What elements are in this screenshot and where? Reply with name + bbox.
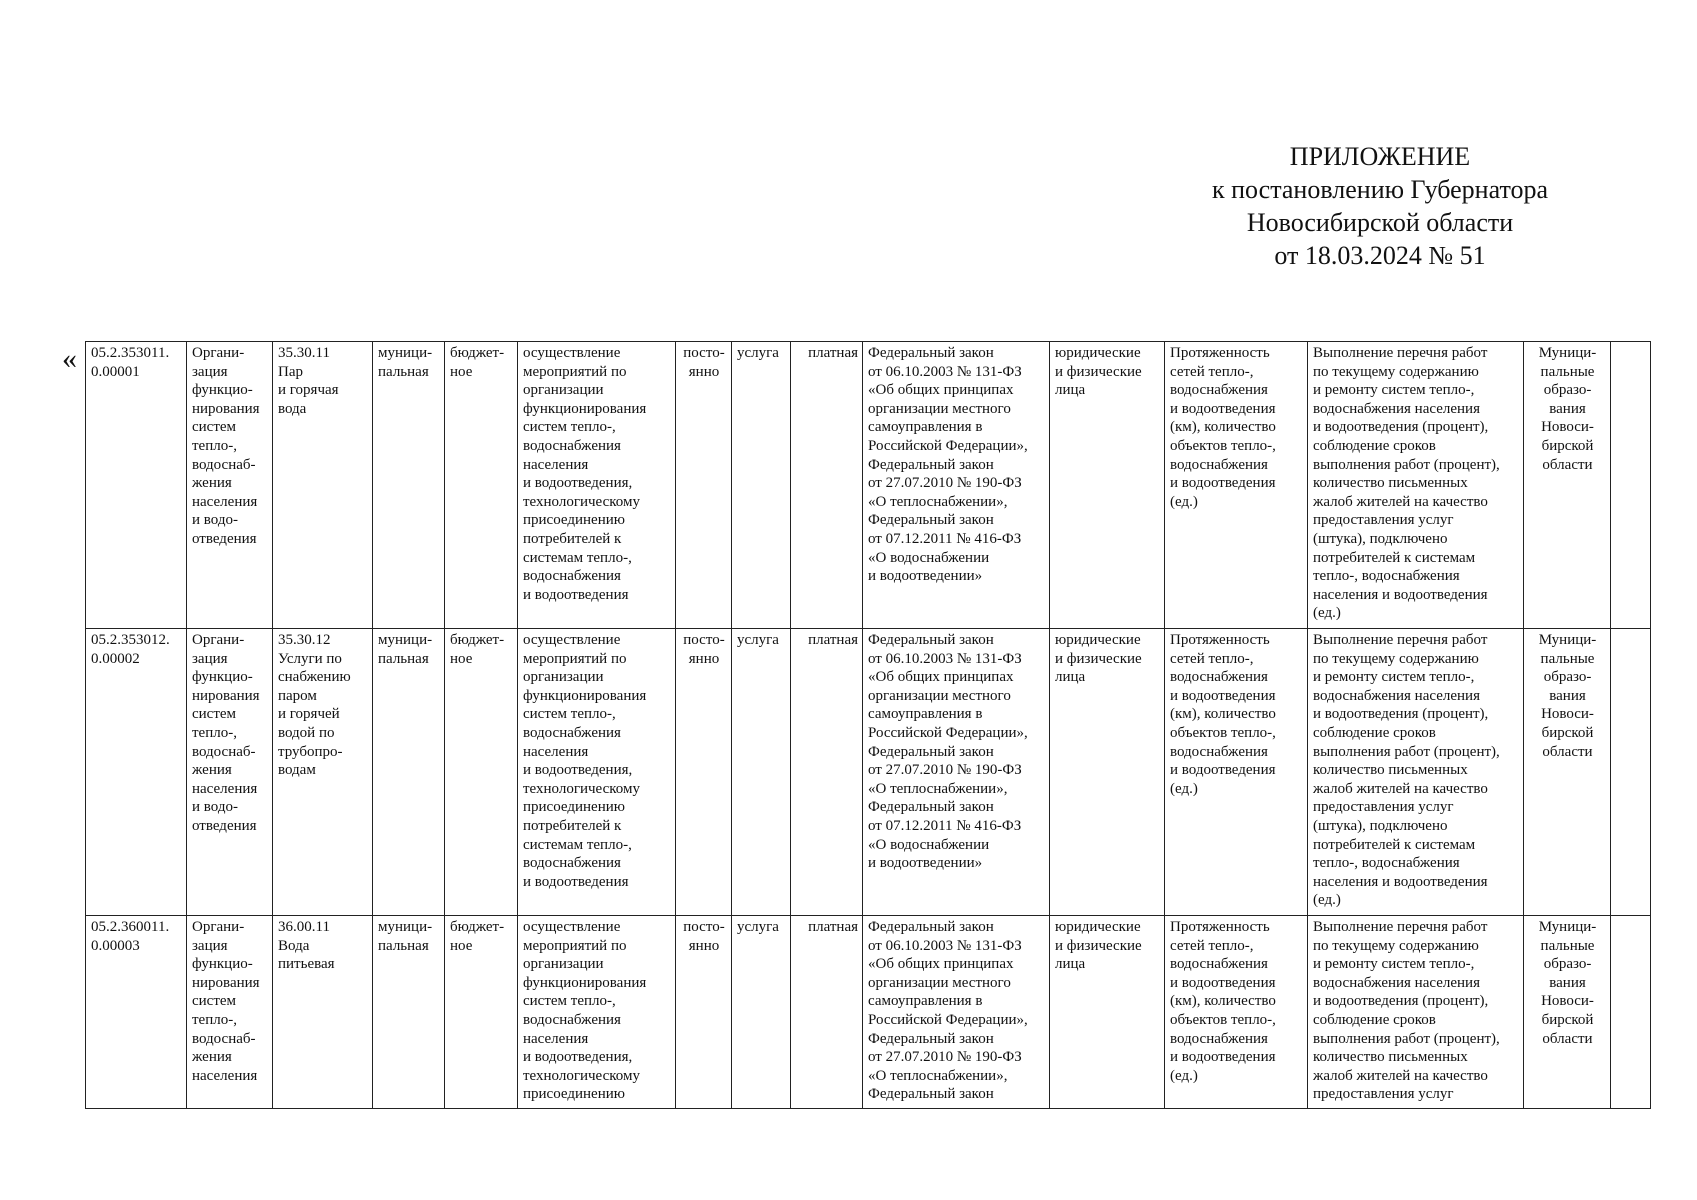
cell-service-period: посто- янно	[676, 342, 732, 629]
cell-institution-type: бюджет- ное	[445, 342, 518, 629]
table-row	[86, 342, 1651, 629]
cell-institution-type: бюджет- ное	[445, 629, 518, 916]
registry-table-body	[86, 342, 1651, 1109]
cell-okved-code: 35.30.11 Пар и горячая вода	[273, 342, 373, 629]
cell-volume-indicators: Протяженность сетей тепло-, водоснабжения и водоотведения (км), количество объектов тепло-, водоснабжения и водоотведения (ед.)	[1165, 342, 1308, 629]
cell-service-period: посто- янно	[676, 629, 732, 916]
cell-quality-indicators: Выполнение перечня работ по текущему содержанию и ремонту систем тепло-, водоснабжения населения и водоотведения (процент), соблюдение сроков выполнения работ (процент), количество письменных жалоб жителей на качество предоставления услуг	[1308, 916, 1524, 1109]
cell-service-kind: услуга	[732, 916, 791, 1109]
appendix-date-number: от 18.03.2024 № 51	[1274, 241, 1486, 270]
cell-consumer-category: юридические и физические лица	[1050, 916, 1165, 1109]
cell-service-level: муници- пальная	[373, 342, 445, 629]
cell-payment-type: платная	[791, 342, 863, 629]
cell-volume-indicators: Протяженность сетей тепло-, водоснабжения и водоотведения (км), количество объектов тепло-, водоснабжения и водоотведения (ед.)	[1165, 629, 1308, 916]
cell-founder: Муници- пальные образо- вания Новоси- бирской области	[1524, 342, 1611, 629]
cell-service-period: посто- янно	[676, 916, 732, 1109]
cell-okved-code: 36.00.11 Вода питьевая	[273, 916, 373, 1109]
cell-quality-indicators: Выполнение перечня работ по текущему содержанию и ремонту систем тепло-, водоснабжения населения и водоотведения (процент), соблюдение сроков выполнения работ (процент), количество письменных жалоб жителей на качество предоставления услуг (штука), подключено потребителей к системам тепло-, водоснабжения населения и водоотведения (ед.)	[1308, 629, 1524, 916]
cell-legal-basis: Федеральный закон от 06.10.2003 № 131-ФЗ «Об общих принципах организации местного самоуправления в Российской Федерации», Федеральный закон от 27.07.2010 № 190-ФЗ «О теплоснабжении», Федеральный закон от 07.12.2011 № 416-ФЗ «О водоснабжении и водоотведении»	[863, 342, 1050, 629]
appendix-header	[1170, 140, 1590, 272]
appendix-subtitle-region: Новосибирской области	[1246, 208, 1514, 237]
cell-payment-type: платная	[791, 629, 863, 916]
cell-service-content: осуществление мероприятий по организации функционирования систем тепло-, водоснабжения населения и водоотведения, технологическому присоединению потребителей к системам тепло-, водоснабжения и водоотведения	[518, 342, 676, 629]
cell-service-kind: услуга	[732, 629, 791, 916]
cell-legal-basis: Федеральный закон от 06.10.2003 № 131-ФЗ «Об общих принципах организации местного самоуправления в Российской Федерации», Федеральный закон от 27.07.2010 № 190-ФЗ «О теплоснабжении», Федеральный закон от 07.12.2011 № 416-ФЗ «О водоснабжении и водоотведении»	[863, 629, 1050, 916]
table-row	[86, 629, 1651, 916]
cell-legal-basis: Федеральный закон от 06.10.2003 № 131-ФЗ «Об общих принципах организации местного самоуправления в Российской Федерации», Федеральный закон от 27.07.2010 № 190-ФЗ «О теплоснабжении», Федеральный закон	[863, 916, 1050, 1109]
cell-consumer-category: юридические и физические лица	[1050, 629, 1165, 916]
cell-service-name: Органи- зация функцио- нирования систем тепло-, водоснаб- жения населения и водо- отведения	[187, 629, 273, 916]
appendix-subtitle-resolution: к постановлению Губернатора	[1211, 175, 1549, 204]
cell-service-content: осуществление мероприятий по организации функционирования систем тепло-, водоснабжения населения и водоотведения, технологическому присоединению потребителей к системам тепло-, водоснабжения и водоотведения	[518, 629, 676, 916]
cell-service-level: муници- пальная	[373, 629, 445, 916]
cell-service-content: осуществление мероприятий по организации функционирования систем тепло-, водоснабжения населения и водоотведения, технологическому присоединению	[518, 916, 676, 1109]
cell-extra	[1611, 629, 1651, 916]
cell-registry-code: 05.2.360011. 0.00003	[86, 916, 187, 1109]
cell-service-level: муници- пальная	[373, 916, 445, 1109]
cell-founder: Муници- пальные образо- вания Новоси- бирской области	[1524, 629, 1611, 916]
cell-extra	[1611, 916, 1651, 1109]
cell-payment-type: платная	[791, 916, 863, 1109]
cell-service-name: Органи- зация функцио- нирования систем тепло-, водоснаб- жения населения и водо- отведения	[187, 342, 273, 629]
cell-quality-indicators: Выполнение перечня работ по текущему содержанию и ремонту систем тепло-, водоснабжения населения и водоотведения (процент), соблюдение сроков выполнения работ (процент), количество письменных жалоб жителей на качество предоставления услуг (штука), подключено потребителей к системам тепло-, водоснабжения населения и водоотведения (ед.)	[1308, 342, 1524, 629]
services-registry-table	[85, 341, 1651, 1109]
cell-founder: Муници- пальные образо- вания Новоси- бирской области	[1524, 916, 1611, 1109]
cell-extra	[1611, 342, 1651, 629]
cell-institution-type: бюджет- ное	[445, 916, 518, 1109]
cell-okved-code: 35.30.12 Услуги по снабжению паром и горячей водой по трубопро- водам	[273, 629, 373, 916]
cell-volume-indicators: Протяженность сетей тепло-, водоснабжения и водоотведения (км), количество объектов тепло-, водоснабжения и водоотведения (ед.)	[1165, 916, 1308, 1109]
cell-registry-code: 05.2.353011. 0.00001	[86, 342, 187, 629]
cell-registry-code: 05.2.353012. 0.00002	[86, 629, 187, 916]
table-row	[86, 916, 1651, 1109]
cell-service-name: Органи- зация функцио- нирования систем тепло-, водоснаб- жения населения	[187, 916, 273, 1109]
appendix-title: ПРИЛОЖЕНИЕ	[1289, 142, 1471, 171]
cell-consumer-category: юридические и физические лица	[1050, 342, 1165, 629]
cell-service-kind: услуга	[732, 342, 791, 629]
opening-quote-mark: «	[62, 342, 77, 375]
